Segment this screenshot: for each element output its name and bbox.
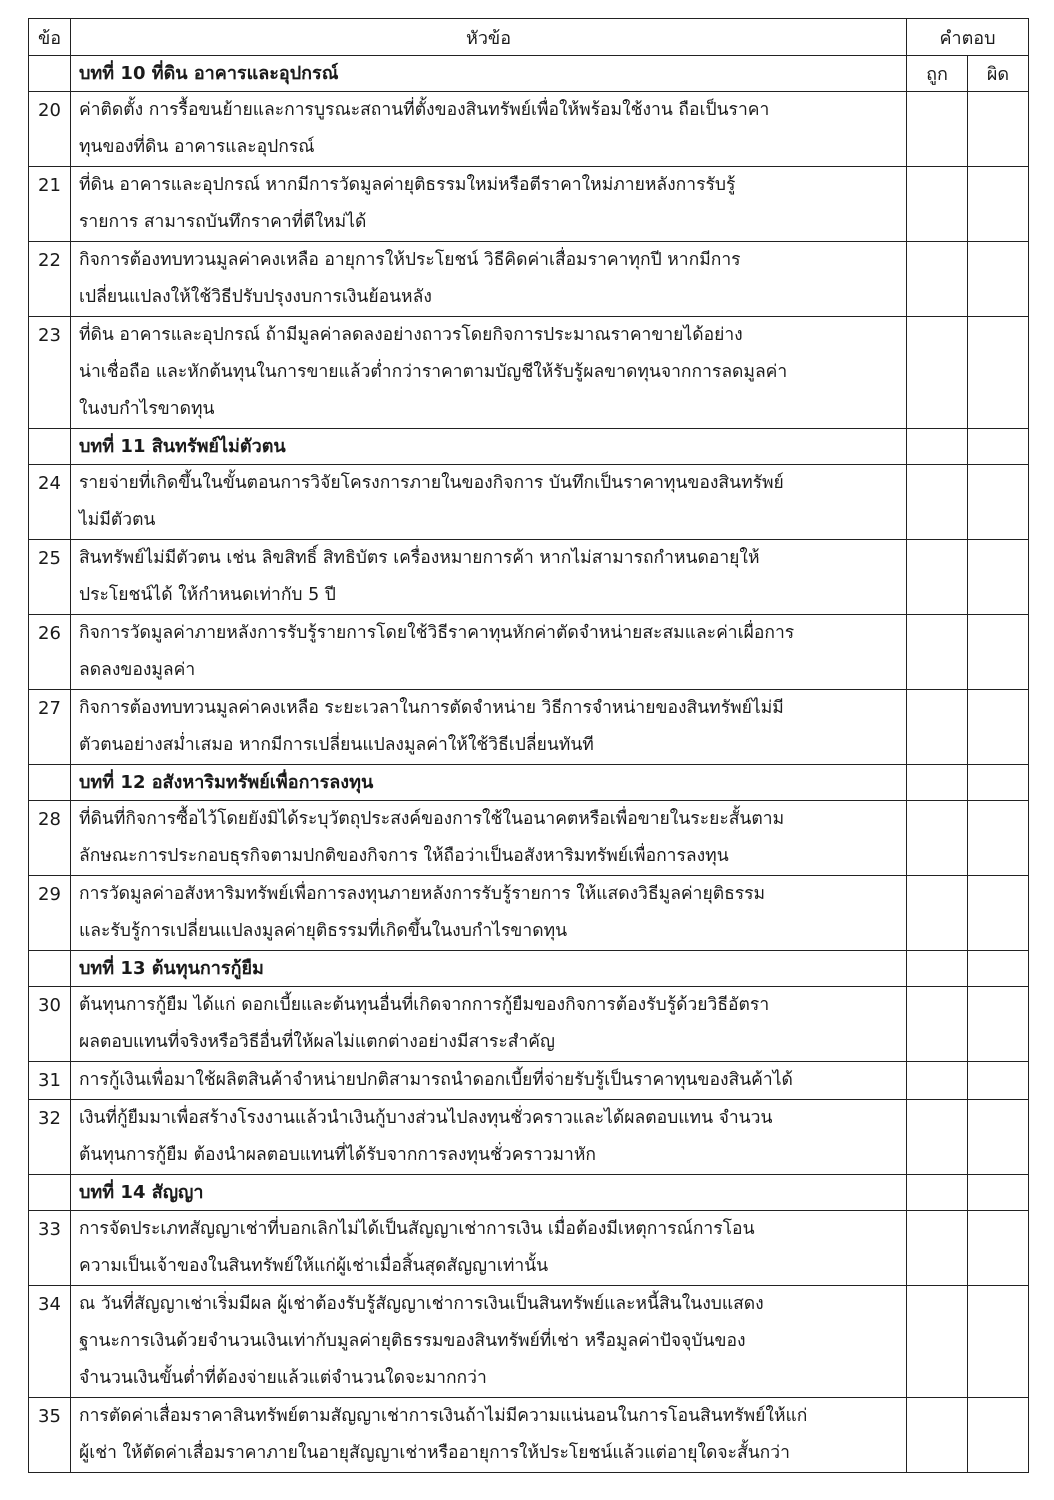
header-topic: หัวข้อ xyxy=(71,19,907,56)
question-number: 30 xyxy=(29,987,71,1062)
header-no: ข้อ xyxy=(29,19,71,56)
question-text-line: ในงบกำไรขาดทุน xyxy=(79,399,215,419)
section-no-cell xyxy=(29,56,71,92)
question-text-line: สินทรัพย์ไม่มีตัวตน เช่น ลิขสิทธิ์ สิทธิบัตร เครื่องหมายการค้า หากไม่สามารถกำหนดอายุให้ xyxy=(79,548,760,568)
answer-true-cell[interactable] xyxy=(907,1062,968,1100)
question-text-line: เปลี่ยนแปลงให้ใช้วิธีปรับปรุงงบการเงินย้อนหลัง xyxy=(79,287,432,307)
question-text-line: และรับรู้การเปลี่ยนแปลงมูลค่ายุติธรรมที่เกิดขึ้นในงบกำไรขาดทุน xyxy=(79,921,568,941)
question-number: 29 xyxy=(29,876,71,951)
answer-true-cell[interactable] xyxy=(907,167,968,242)
question-row xyxy=(29,1398,1029,1473)
question-text-line: การจัดประเภทสัญญาเช่าที่บอกเลิกไม่ได้เป็นสัญญาเช่าการเงิน เมื่อต้องมีเหตุการณ์การโอน xyxy=(79,1219,755,1239)
question-row xyxy=(29,615,1029,690)
answer-true-cell xyxy=(907,429,968,465)
answer-false-cell[interactable] xyxy=(968,242,1029,317)
section-row xyxy=(29,1175,1029,1211)
question-number: 22 xyxy=(29,242,71,317)
question-row xyxy=(29,1286,1029,1398)
section-no-cell xyxy=(29,765,71,801)
section-title: บทที่ 10 ที่ดิน อาคารและอุปกรณ์ xyxy=(71,56,907,92)
question-row xyxy=(29,167,1029,242)
answer-true-cell[interactable] xyxy=(907,615,968,690)
question-text-line: ผลตอบแทนที่จริงหรือวิธีอื่นที่ให้ผลไม่แตกต่างอย่างมีสาระสำคัญ xyxy=(79,1032,555,1052)
answer-false-cell[interactable] xyxy=(968,167,1029,242)
question-row xyxy=(29,1062,1029,1100)
question-text-line: ที่ดิน อาคารและอุปกรณ์ หากมีการวัดมูลค่ายุติธรรมใหม่หรือตีราคาใหม่ภายหลังการรับรู้ xyxy=(79,175,736,195)
question-row xyxy=(29,92,1029,167)
section-row xyxy=(29,951,1029,987)
header-true: ถูก xyxy=(907,56,968,92)
question-text xyxy=(71,465,907,540)
question-row xyxy=(29,242,1029,317)
answer-false-cell[interactable] xyxy=(968,1100,1029,1175)
question-number: 23 xyxy=(29,317,71,429)
question-number: 35 xyxy=(29,1398,71,1473)
answer-true-cell[interactable] xyxy=(907,1211,968,1286)
answer-true-cell[interactable] xyxy=(907,1286,968,1398)
answer-true-cell xyxy=(907,765,968,801)
answer-true-cell[interactable] xyxy=(907,540,968,615)
question-text-line: กิจการต้องทบทวนมูลค่าคงเหลือ ระยะเวลาในการตัดจำหน่าย วิธีการจำหน่ายของสินทรัพย์ไม่มี xyxy=(79,698,784,718)
section-no-cell xyxy=(29,951,71,987)
question-text-line: จำนวนเงินขั้นต่ำที่ต้องจ่ายแล้วแต่จำนวนใดจะมากกว่า xyxy=(79,1368,487,1388)
section-row xyxy=(29,56,1029,92)
question-row xyxy=(29,1211,1029,1286)
question-number: 24 xyxy=(29,465,71,540)
question-text-line: ความเป็นเจ้าของในสินทรัพย์ให้แก่ผู้เช่าเมื่อสิ้นสุดสัญญาเท่านั้น xyxy=(79,1256,549,1276)
question-text-line: เงินที่กู้ยืมมาเพื่อสร้างโรงงานแล้วนำเงินกู้บางส่วนไปลงทุนชั่วคราวและได้ผลตอบแทน จำนวน xyxy=(79,1108,773,1128)
answer-false-cell[interactable] xyxy=(968,801,1029,876)
section-row xyxy=(29,429,1029,465)
question-text xyxy=(71,540,907,615)
header-answer: คำตอบ xyxy=(907,19,1029,56)
question-number: 25 xyxy=(29,540,71,615)
section-title: บทที่ 14 สัญญา xyxy=(71,1175,907,1211)
question-text-line: การกู้เงินเพื่อมาใช้ผลิตสินค้าจำหน่ายปกติสามารถนำดอกเบี้ยที่จ่ายรับรู้เป็นราคาทุนของสินค้าได้ xyxy=(79,1070,793,1090)
question-text xyxy=(71,1100,907,1175)
question-text-line: น่าเชื่อถือ และหักต้นทุนในการขายแล้วต่ำกว่าราคาตามบัญชีให้รับรู้ผลขาดทุนจากการลดมูลค่า xyxy=(79,362,788,382)
question-row xyxy=(29,690,1029,765)
question-text-line: ตัวตนอย่างสม่ำเสมอ หากมีการเปลี่ยนแปลงมูลค่าให้ใช้วิธีเปลี่ยนทันที xyxy=(79,735,594,755)
question-row xyxy=(29,1100,1029,1175)
question-text-line: ค่าติดตั้ง การรื้อขนย้ายและการบูรณะสถานที่ตั้งของสินทรัพย์เพื่อให้พร้อมใช้งาน ถือเป็นราคา xyxy=(79,100,770,120)
answer-false-cell[interactable] xyxy=(968,987,1029,1062)
section-no-cell xyxy=(29,429,71,465)
question-text xyxy=(71,801,907,876)
question-row xyxy=(29,987,1029,1062)
answer-false-cell[interactable] xyxy=(968,317,1029,429)
answer-false-cell[interactable] xyxy=(968,615,1029,690)
question-text xyxy=(71,92,907,167)
question-text xyxy=(71,167,907,242)
answer-false-cell[interactable] xyxy=(968,876,1029,951)
question-text-line: ณ วันที่สัญญาเช่าเริ่มมีผล ผู้เช่าต้องรับรู้สัญญาเช่าการเงินเป็นสินทรัพย์และหนี้สินในงบแสดง xyxy=(79,1294,764,1314)
section-title: บทที่ 11 สินทรัพย์ไม่ตัวตน xyxy=(71,429,907,465)
answer-false-cell[interactable] xyxy=(968,690,1029,765)
section-row xyxy=(29,765,1029,801)
question-number: 31 xyxy=(29,1062,71,1100)
question-text-line: ต้นทุนการกู้ยืม ได้แก่ ดอกเบี้ยและต้นทุนอื่นที่เกิดจากการกู้ยืมของกิจการต้องรับรู้ด้วยวิธีอัตรา xyxy=(79,995,770,1015)
section-title: บทที่ 13 ต้นทุนการกู้ยืม xyxy=(71,951,907,987)
question-number: 32 xyxy=(29,1100,71,1175)
answer-true-cell xyxy=(907,951,968,987)
question-text xyxy=(71,1398,907,1473)
question-number: 21 xyxy=(29,167,71,242)
question-text-line: ต้นทุนการกู้ยืม ต้องนำผลตอบแทนที่ได้รับจากการลงทุนชั่วคราวมาหัก xyxy=(79,1145,596,1165)
true-false-table xyxy=(28,18,1029,1473)
question-number: 33 xyxy=(29,1211,71,1286)
question-text-line: ฐานะการเงินด้วยจำนวนเงินเท่ากับมูลค่ายุติธรรมของสินทรัพย์ที่เช่า หรือมูลค่าปัจจุบันของ xyxy=(79,1331,746,1351)
table-body xyxy=(29,56,1029,1473)
question-row xyxy=(29,540,1029,615)
quiz-sheet xyxy=(28,18,1028,1473)
question-text-line: กิจการวัดมูลค่าภายหลังการรับรู้รายการโดยใช้วิธีราคาทุนหักค่าตัดจำหน่ายสะสมและค่าเผื่อการ xyxy=(79,623,795,643)
answer-true-cell[interactable] xyxy=(907,242,968,317)
question-row xyxy=(29,801,1029,876)
answer-true-cell[interactable] xyxy=(907,690,968,765)
question-number: 34 xyxy=(29,1286,71,1398)
answer-false-cell[interactable] xyxy=(968,1286,1029,1398)
question-text xyxy=(71,876,907,951)
answer-true-cell[interactable] xyxy=(907,1398,968,1473)
answer-false-cell xyxy=(968,1175,1029,1211)
question-text-line: ลักษณะการประกอบธุรกิจตามปกติของกิจการ ให้ถือว่าเป็นอสังหาริมทรัพย์เพื่อการลงทุน xyxy=(79,846,729,866)
question-text xyxy=(71,690,907,765)
answer-false-cell xyxy=(968,429,1029,465)
answer-false-cell[interactable] xyxy=(968,92,1029,167)
question-number: 27 xyxy=(29,690,71,765)
answer-false-cell[interactable] xyxy=(968,1062,1029,1100)
question-text-line: กิจการต้องทบทวนมูลค่าคงเหลือ อายุการให้ประโยชน์ วิธีคิดค่าเสื่อมราคาทุกปี หากมีการ xyxy=(79,250,741,270)
question-text-line: ที่ดิน อาคารและอุปกรณ์ ถ้ามีมูลค่าลดลงอย่างถาวรโดยกิจการประมาณราคาขายได้อย่าง xyxy=(79,325,743,345)
question-text xyxy=(71,242,907,317)
answer-true-cell[interactable] xyxy=(907,92,968,167)
answer-false-cell[interactable] xyxy=(968,1211,1029,1286)
question-text xyxy=(71,317,907,429)
answer-false-cell xyxy=(968,951,1029,987)
question-text-line: ที่ดินที่กิจการซื้อไว้โดยยังมิได้ระบุวัตถุประสงค์ของการใช้ในอนาคตหรือเพื่อขายในระยะสั้นตาม xyxy=(79,809,785,829)
question-text-line: ลดลงของมูลค่า xyxy=(79,660,196,680)
question-text xyxy=(71,615,907,690)
answer-true-cell xyxy=(907,1175,968,1211)
answer-true-cell[interactable] xyxy=(907,801,968,876)
question-text-line: ประโยชน์ได้ ให้กำหนดเท่ากับ 5 ปี xyxy=(79,585,336,605)
question-row xyxy=(29,876,1029,951)
question-text-line: การตัดค่าเสื่อมราคาสินทรัพย์ตามสัญญาเช่าการเงินถ้าไม่มีความแน่นอนในการโอนสินทรัพย์ให้แก่ xyxy=(79,1406,808,1426)
answer-true-cell[interactable] xyxy=(907,465,968,540)
question-text xyxy=(71,987,907,1062)
question-text-line: รายการ สามารถบันทึกราคาที่ตีใหม่ได้ xyxy=(79,212,367,232)
question-text-line: การวัดมูลค่าอสังหาริมทรัพย์เพื่อการลงทุนภายหลังการรับรู้รายการ ให้แสดงวิธีมูลค่ายุติธรรม xyxy=(79,884,766,904)
answer-true-cell[interactable] xyxy=(907,876,968,951)
question-text-line: ทุนของที่ดิน อาคารและอุปกรณ์ xyxy=(79,137,315,157)
header-false: ผิด xyxy=(968,56,1029,92)
question-text xyxy=(71,1211,907,1286)
answer-true-cell[interactable] xyxy=(907,1100,968,1175)
section-no-cell xyxy=(29,1175,71,1211)
question-number: 20 xyxy=(29,92,71,167)
answer-false-cell[interactable] xyxy=(968,465,1029,540)
question-row xyxy=(29,465,1029,540)
question-text-line: รายจ่ายที่เกิดขึ้นในขั้นตอนการวิจัยโครงการภายในของกิจการ บันทึกเป็นราคาทุนของสินทรัพย์ xyxy=(79,473,784,493)
question-row xyxy=(29,317,1029,429)
question-number: 28 xyxy=(29,801,71,876)
answer-true-cell[interactable] xyxy=(907,987,968,1062)
question-text xyxy=(71,1286,907,1398)
answer-true-cell[interactable] xyxy=(907,317,968,429)
header-row xyxy=(29,19,1029,56)
answer-false-cell[interactable] xyxy=(968,540,1029,615)
answer-false-cell[interactable] xyxy=(968,1398,1029,1473)
question-text xyxy=(71,1062,907,1100)
section-title: บทที่ 12 อสังหาริมทรัพย์เพื่อการลงทุน xyxy=(71,765,907,801)
answer-false-cell xyxy=(968,765,1029,801)
question-text-line: ผู้เช่า ให้ตัดค่าเสื่อมราคาภายในอายุสัญญาเช่าหรืออายุการให้ประโยชน์แล้วแต่อายุใดจะสั้นกว่า xyxy=(79,1443,790,1463)
question-text-line: ไม่มีตัวตน xyxy=(79,510,156,530)
question-number: 26 xyxy=(29,615,71,690)
